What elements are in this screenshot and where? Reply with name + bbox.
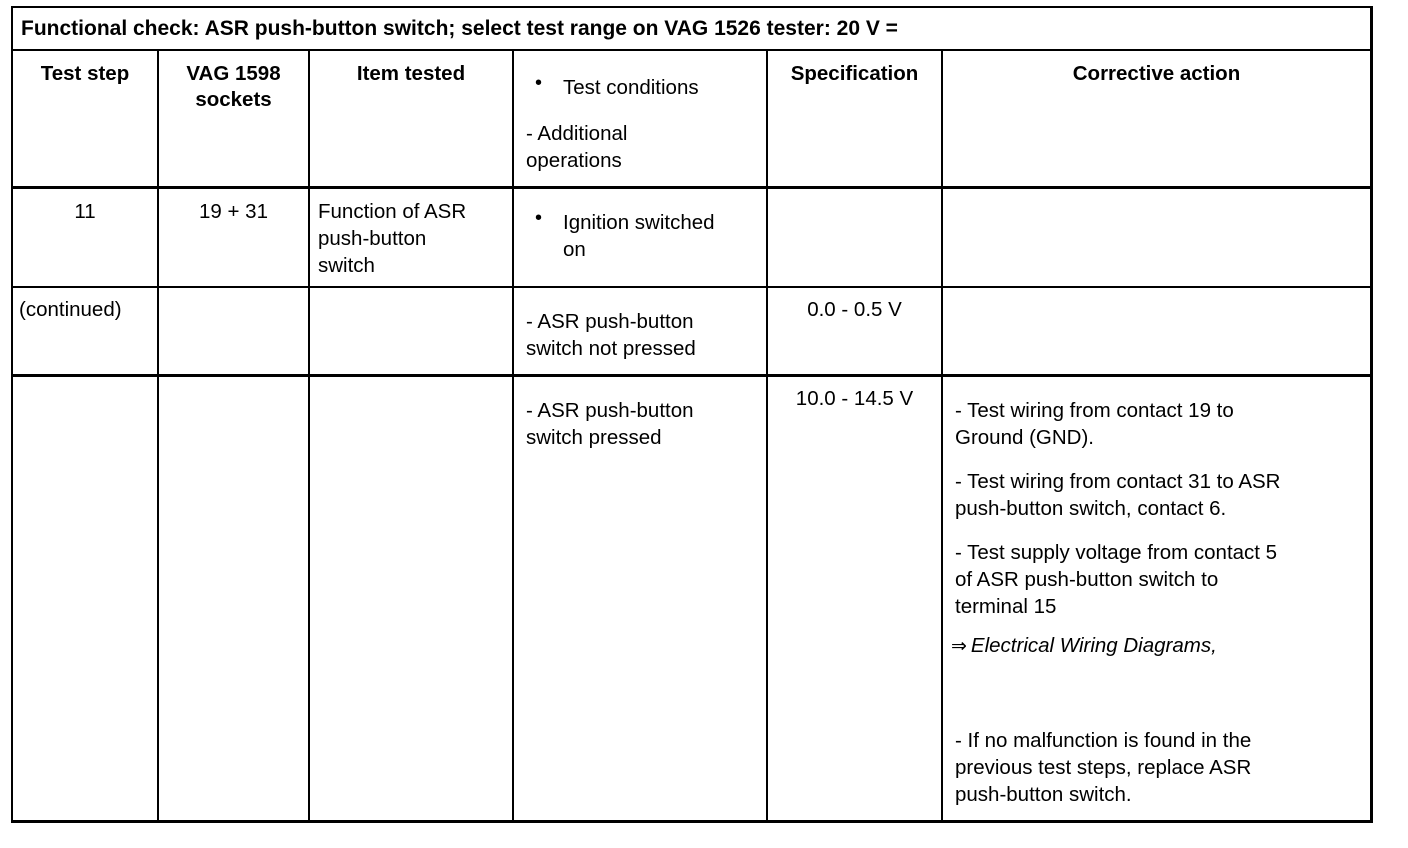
test-table (11, 6, 1373, 822)
column-separator (941, 49, 943, 823)
row1-condition-line2: on (563, 238, 586, 261)
action-1-line1: - Test wiring from contact 19 to (955, 399, 1234, 422)
column-separator (308, 49, 310, 823)
header-test-step: Test step (40, 62, 130, 85)
header-sockets-line2: sockets (195, 88, 272, 111)
action-4-line3: push-button switch. (955, 783, 1132, 806)
table-border-left (11, 6, 13, 823)
row2-condition-line2: switch not pressed (526, 337, 696, 360)
row1-item-line2: push-button (318, 227, 427, 250)
header-sockets-line1: VAG 1598 (186, 62, 281, 85)
action-4-line2: previous test steps, replace ASR (955, 756, 1252, 779)
action-4-line1: - If no malfunction is found in the (955, 729, 1252, 752)
row3-condition-line1: - ASR push-button (526, 399, 694, 422)
row1-item-line3: switch (318, 254, 375, 277)
action-2-line2: push-button switch, contact 6. (955, 497, 1227, 520)
header-test-conditions: Test conditions (563, 76, 699, 99)
row3-specification: 10.0 - 14.5 V (795, 387, 914, 410)
header-item-tested: Item tested (356, 62, 466, 85)
row1-condition-line1: Ignition switched (563, 211, 715, 234)
row1-item-line1: Function of ASR (318, 200, 467, 223)
header-corrective-action: Corrective action (1072, 62, 1241, 85)
header-additional-ops-line2: operations (526, 149, 622, 172)
header-additional-ops-line1: - Additional (526, 122, 628, 145)
bullet-icon: • (535, 72, 543, 94)
table-border-bottom (11, 820, 1373, 823)
header-specification: Specification (790, 62, 919, 85)
wiring-diagram-reference[interactable] (951, 632, 1217, 660)
row-separator (11, 374, 1373, 377)
column-separator (766, 49, 768, 823)
reference-link-text: Electrical Wiring Diagrams, (970, 634, 1217, 657)
action-3-line3: terminal 15 (955, 595, 1057, 618)
table-border-right (1370, 6, 1373, 823)
table-title: Functional check: ASR push-button switch; select test range on VAG 1526 tester: 20 V = (21, 17, 898, 40)
table-border-top (11, 6, 1373, 8)
double-right-arrow-icon: ⇒ (951, 635, 967, 657)
row2-test-step: (continued) (19, 298, 122, 321)
action-2-line1: - Test wiring from contact 31 to ASR (955, 470, 1281, 493)
action-1-line2: Ground (GND). (955, 426, 1094, 449)
row-separator (11, 49, 1373, 51)
column-separator (512, 49, 514, 823)
row2-condition-line1: - ASR push-button (526, 310, 694, 333)
row3-condition-line2: switch pressed (526, 426, 662, 449)
row-separator (11, 186, 1373, 189)
action-3-line1: - Test supply voltage from contact 5 (955, 541, 1278, 564)
bullet-icon: • (535, 207, 543, 229)
row2-specification: 0.0 - 0.5 V (807, 298, 902, 321)
row1-sockets: 19 + 31 (199, 200, 268, 223)
column-separator (157, 49, 159, 823)
row-separator (11, 286, 1373, 288)
header-sockets (159, 61, 308, 113)
action-3-line2: of ASR push-button switch to (955, 568, 1219, 591)
row1-test-step: 11 (74, 200, 96, 223)
